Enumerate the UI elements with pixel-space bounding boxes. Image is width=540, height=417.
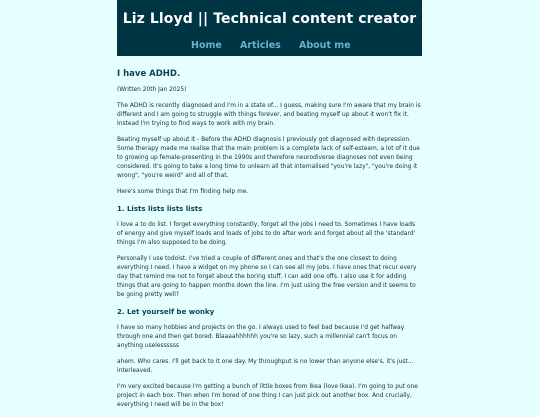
nav-articles-link[interactable]: Articles: [240, 40, 281, 51]
main-nav: [117, 40, 422, 52]
paragraph: I love a to do list. I forget everything constantly, forget all the jobs I need to. Sometimes I have loads of energy and give myself loads and loads of jobs to do after work and forget about all the 'standard' things I'm also supposed to be doing.: [117, 222, 416, 246]
paragraph: Personally I use todoist. I've tried a couple of different ones and that's the one closest to doing everything I need. I have a widget on my phone so I can see all my jobs. I have ones that recur every day that remind me not to forget about the boring stuff. I can add one offs. I also use it for adding things that are going to happen months down the line. I'm just using the free version and it seems to be going pretty well?: [117, 256, 417, 298]
section-heading: 1. Lists lists lists lists: [117, 205, 203, 213]
site-title: Liz Lloyd || Technical content creator: [122, 11, 417, 27]
paragraph: ahem. Who cares. I'll get back to it one day. My throughput is no lower than anyone else's, it's just... interleaved.: [117, 359, 414, 374]
article-content: [117, 60, 422, 417]
paragraph: Here's some things that I'm finding help me.: [117, 189, 249, 195]
nav-about-link[interactable]: About me: [299, 40, 351, 51]
site-header: [117, 0, 422, 56]
paragraph: Beating myself up about it - Before the ADHD diagnosis I previously got diagnosed with depression. Some therapy made me realise that the main problem is a complete lack of self-esteem, a lot of it due to growing up female-presenting in the 1990s and therefore neurodiverse diagnoses not even being considered. It's going to take a long time to unlearn all that internalised "you're lazy", "you're doing it wrong", "you're weird" and all of that.: [117, 137, 420, 179]
nav-home-link[interactable]: Home: [191, 40, 222, 51]
article-title: I have ADHD.: [117, 69, 181, 79]
paragraph: The ADHD is recently diagnosed and I'm in a state of... I guess, making sure I'm aware that my brain is different and I am going to struggle with things forever, and beating myself up about it won't fix it. Instead I'm trying to find ways to work with my brain.: [117, 103, 421, 127]
section-heading: 2. Let yourself be wonky: [117, 308, 215, 316]
paragraph: I have so many hobbies and projects on the go. I always used to feel bad because I'd get halfway through one and then get bored. Blaaaahhhhhh you're so lazy, such a millennial can't focus on anything uselessssss: [117, 325, 405, 349]
article-date: (Written 20th Jan 2025): [117, 87, 187, 93]
paragraph: I'm very excited because I'm getting a bunch of little boxes from Ikea (love Ikea). I'm going to put one project in each box. Then when I'm bored of one thing I can just pick out another box. And crucially, everything I need will be in the box!: [117, 384, 418, 408]
